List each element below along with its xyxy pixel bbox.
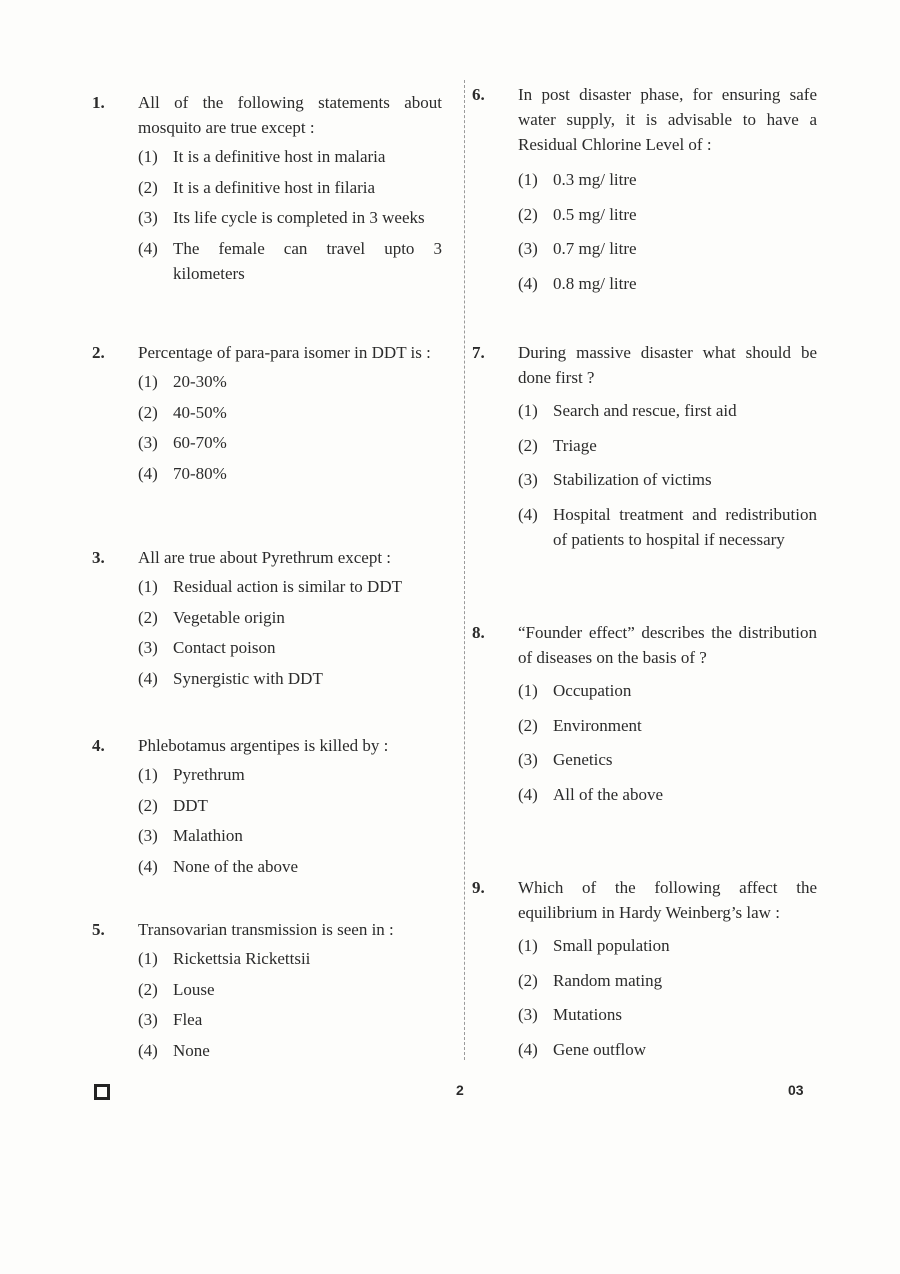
option: (1) Occupation: [518, 681, 632, 700]
square-marker-icon: [94, 1084, 110, 1100]
option: (4) None: [138, 1040, 210, 1060]
option: (3) Mutations: [518, 1005, 622, 1024]
question-2: [92, 340, 442, 491]
option: (4) All of the above: [518, 784, 663, 804]
option-list: [518, 678, 817, 807]
option-list: [138, 946, 442, 1063]
option: (2) Louse: [138, 979, 215, 999]
option: (2) Vegetable origin: [138, 607, 285, 627]
option: (2) Triage: [518, 435, 597, 455]
column-divider: [464, 80, 465, 1060]
question-text: Which of the following affect the equilibrium in Hardy Weinberg’s law :: [518, 878, 817, 922]
option: (2) 40-50%: [138, 402, 227, 422]
option-list: [518, 167, 817, 296]
option: (1) 0.3 mg/ litre: [518, 170, 637, 189]
option: (1) Small population: [518, 936, 670, 955]
option: (4) Hospital treatment and redistribution of patients to hospital if necessary: [518, 504, 817, 549]
option-list: [138, 762, 442, 879]
question-number: 2.: [92, 343, 105, 362]
option: (2) DDT: [138, 795, 208, 815]
question-text: “Founder effect” describes the distribution of diseases on the basis of ?: [518, 623, 817, 667]
option: (1) Residual action is similar to DDT: [138, 577, 402, 596]
option: (1) Search and rescue, first aid: [518, 401, 737, 420]
option: (4) 0.8 mg/ litre: [518, 273, 637, 293]
question-text: Phlebotamus argentipes is killed by :: [138, 736, 389, 755]
question-text: All of the following statements about mosquito are true except :: [138, 93, 442, 137]
option: (3) Genetics: [518, 750, 613, 769]
option: (4) None of the above: [138, 856, 299, 876]
option: (1) Pyrethrum: [138, 765, 245, 784]
question-text: All are true about Pyrethrum except :: [138, 548, 392, 567]
booklet-code: 03: [788, 1082, 804, 1098]
question-number: 7.: [472, 343, 485, 362]
question-text: Percentage of para-para isomer in DDT is :: [138, 343, 431, 362]
page-number: 2: [456, 1082, 464, 1098]
question-number: 8.: [472, 623, 485, 642]
option: (3) Flea: [138, 1010, 203, 1029]
option: (1) Rickettsia Rickettsii: [138, 949, 311, 968]
option: (2) Environment: [518, 715, 642, 735]
option: (4) Gene outflow: [518, 1039, 647, 1059]
question-text: In post disaster phase, for ensuring safe water supply, it is advisable to have a Residual Chlorine Level of :: [518, 85, 817, 154]
question-5: [92, 917, 442, 1068]
option: (3) Malathion: [138, 826, 243, 845]
question-9: [472, 875, 817, 1071]
option: (4) 70-80%: [138, 463, 227, 483]
question-1: [92, 90, 442, 291]
option: (4) The female can travel upto 3 kilometers: [138, 238, 442, 283]
question-4: [92, 733, 442, 884]
option: (4) Synergistic with DDT: [138, 668, 323, 688]
option: (3) 60-70%: [138, 433, 227, 452]
question-text: During massive disaster what should be done first ?: [518, 343, 817, 387]
question-number: 1.: [92, 93, 105, 112]
option: (3) Its life cycle is completed in 3 weeks: [138, 208, 425, 227]
option-list: [138, 144, 442, 286]
option-list: [138, 574, 442, 691]
option-list: [518, 398, 817, 552]
question-text: Transovarian transmission is seen in :: [138, 920, 394, 939]
option: (1) It is a definitive host in malaria: [138, 147, 386, 166]
question-number: 9.: [472, 878, 485, 897]
option: (2) It is a definitive host in filaria: [138, 177, 376, 197]
question-3: [92, 545, 442, 696]
option: (3) Stabilization of victims: [518, 470, 712, 489]
option: (2) Random mating: [518, 970, 663, 990]
question-number: 5.: [92, 920, 105, 939]
option: (3) Contact poison: [138, 638, 276, 657]
option-list: [138, 369, 442, 486]
option: (2) 0.5 mg/ litre: [518, 204, 637, 224]
option: (1) 20-30%: [138, 372, 227, 391]
question-number: 6.: [472, 85, 485, 104]
question-7: [472, 340, 817, 561]
question-8: [472, 620, 817, 816]
question-6: [472, 82, 817, 305]
question-number: 4.: [92, 736, 105, 755]
option: (3) 0.7 mg/ litre: [518, 239, 637, 258]
option-list: [518, 933, 817, 1062]
question-number: 3.: [92, 548, 105, 567]
